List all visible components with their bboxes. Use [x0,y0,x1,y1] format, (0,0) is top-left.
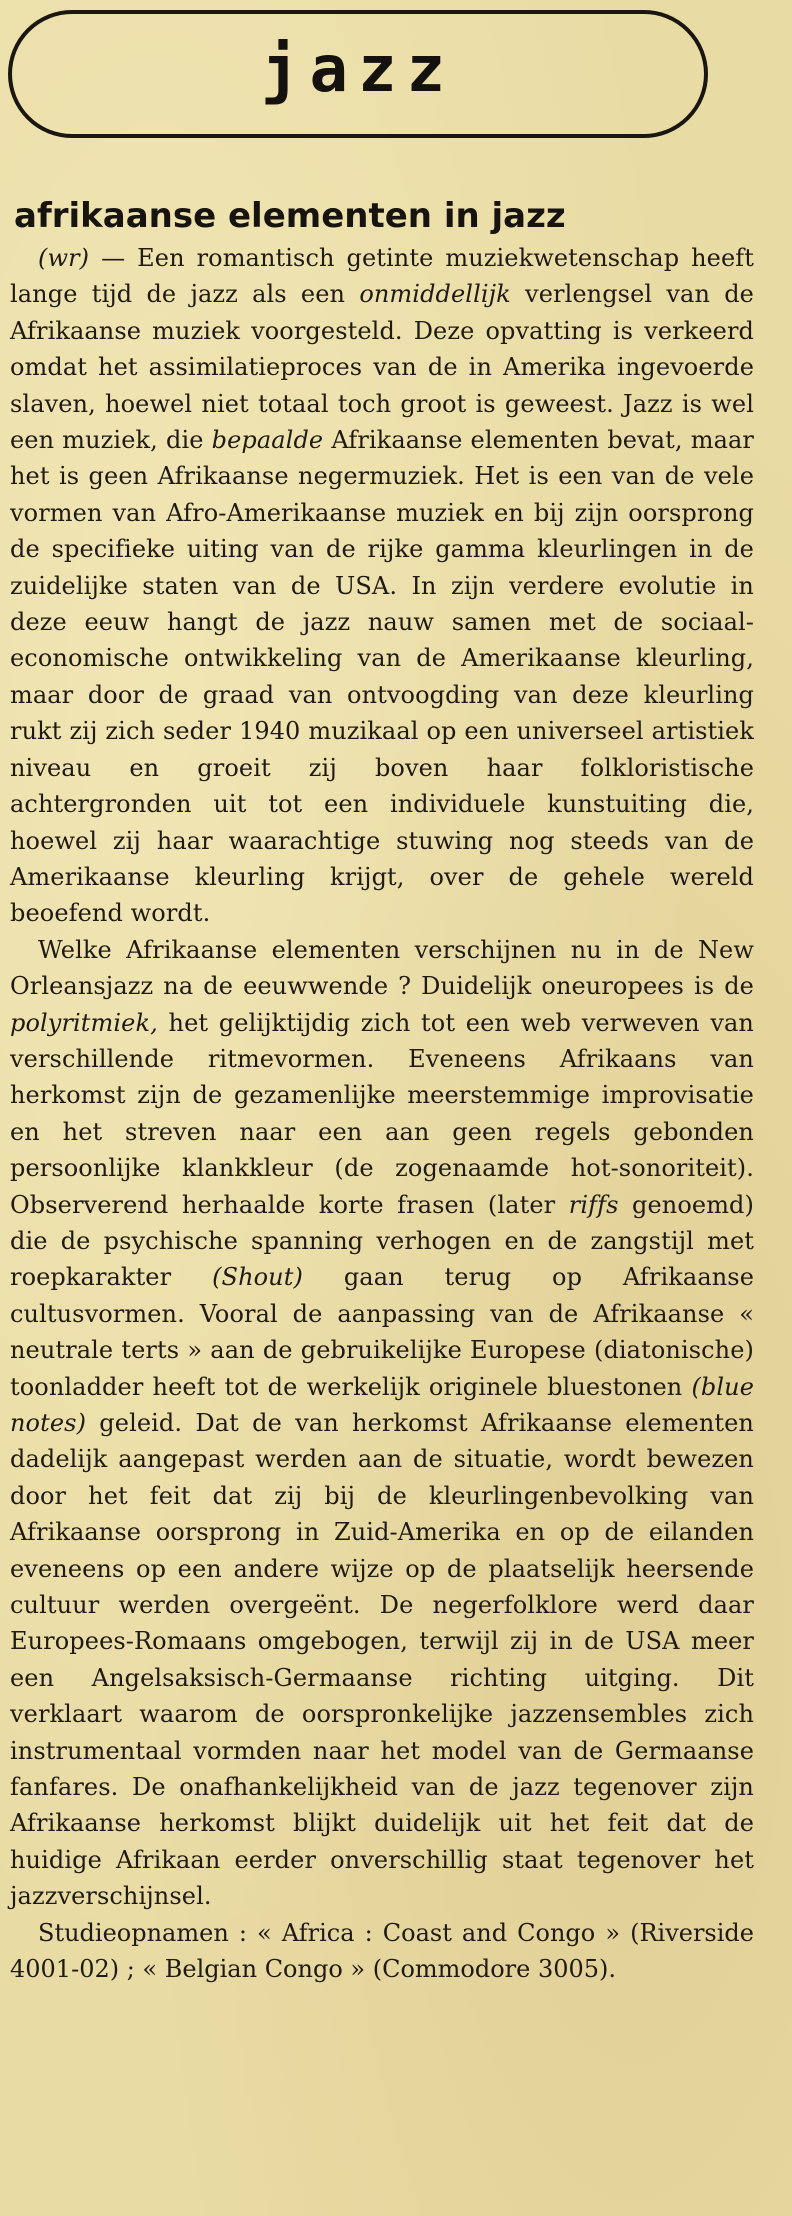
p2-emphasis-1: polyritmiek, [10,1008,158,1037]
p2-emphasis-4: (blue notes) [10,1372,754,1437]
p1-text-1: — Een romantisch getinte muziekwetenschap heeft lange tijd de jazz als een [10,244,754,309]
p1-text-2: verlengsel van de Afrikaanse muziek voorgesteld. Deze opvatting is verkeerd omdat het assimilatieproces van de in Amerika ingevoerde slaven, hoewel niet totaal toch groot is geweest. Jazz is wel een muziek, die [10,280,754,455]
byline: (wr) [38,244,90,272]
p2-text-1: Welke Afrikaanse elementen verschijnen nu in de New Orleansjazz na de eeuwwende ? Duidelijk oneuropees is de [10,935,754,1001]
article-headline: afrikaanse elementen in jazz [14,196,566,236]
article [10,196,754,1987]
column-header-box [8,10,708,138]
column-title: jazz [260,33,456,107]
recordings-credits: Studieopnamen : « Africa : Coast and Congo » (Riverside 4001-02) ; « Belgian Congo » (Commodore 3005). [10,1918,754,1983]
p1-text-3: Afrikaanse elementen bevat, maar het is geen Afrikaanse negermuziek. Het is een van de vele vormen van Afro-Amerikaanse muziek en bij zijn oorsprong de specifieke uiting van de rijke gamma kleurlingen in de zuidelijke staten van de USA. In zijn verdere evolutie in deze eeuw hangt de jazz nauw samen met de sociaal-economische ontwikkeling van de Amerikaanse kleurling, maar door de graad van ontvoogding van deze kleurling rukt zij zich seder 1940 muzikaal op een universeel artistiek niveau en groeit zij boven haar folkloristische achtergronden uit tot een individuele kunstuiting die, hoewel zij haar waarachtige stuwing nog steeds van de Amerikaanse kleurling krijgt, over de gehele wereld beoefend wordt. [10,426,754,928]
p1-emphasis-1: onmiddellijk [359,280,511,309]
p1-emphasis-2: bepaalde [211,426,324,455]
p2-text-2: het gelijktijdig zich tot een web verweven van verschillende ritmevormen. Eveneens Afrikaans van herkomst zijn de gezamenlijke meerstemmige improvisatie en het streven naar een aan geen regels gebonden persoonlijke klankkleur (de zogenaamde hot-sonoriteit). Observerend herhaalde korte frasen (later [10,1008,754,1219]
p2-text-5: geleid. Dat de van herkomst Afrikaanse elementen dadelijk aangepast werden aan de situatie, wordt bewezen door het feit dat zij bij de kleurlingenbevolking van Afrikaanse oorsprong in Zuid-Amerika en op de eilanden eveneens op een andere wijze op de plaatselijk heersende cultuur werden overgeënt. De negerfolklore werd daar Europees-Romaans omgebogen, terwijl zij in de USA meer een Angelsaksisch-Germaanse richting uitging. Dit verklaart waarom de oorspronkelijke jazzensembles zich instrumentaal vormden naar het model van de Germaanse fanfares. De onafhankelijkheid van de jazz tegenover zijn Afrikaanse herkomst blijkt duidelijk uit het feit dat de huidige Afrikaan eerder onverschillig staat tegenover het jazzverschijnsel. [10,1409,754,1911]
p2-emphasis-3: (Shout) [212,1263,303,1292]
p2-emphasis-2: riffs [568,1190,619,1219]
article-paragraph-1 [10,240,754,932]
p2-text-4: gaan terug op Afrikaanse cultusvormen. Vooral de aanpassing van de Afrikaanse « neutrale terts » aan de gebruikelijke Europese (diatonische) toonladder heeft tot de werkelijk originele bluestonen [10,1263,754,1401]
article-paragraph-2 [10,932,754,1915]
p2-text-3: genoemd) die de psychische spanning verhogen en de zangstijl met roepkarakter [10,1190,754,1292]
